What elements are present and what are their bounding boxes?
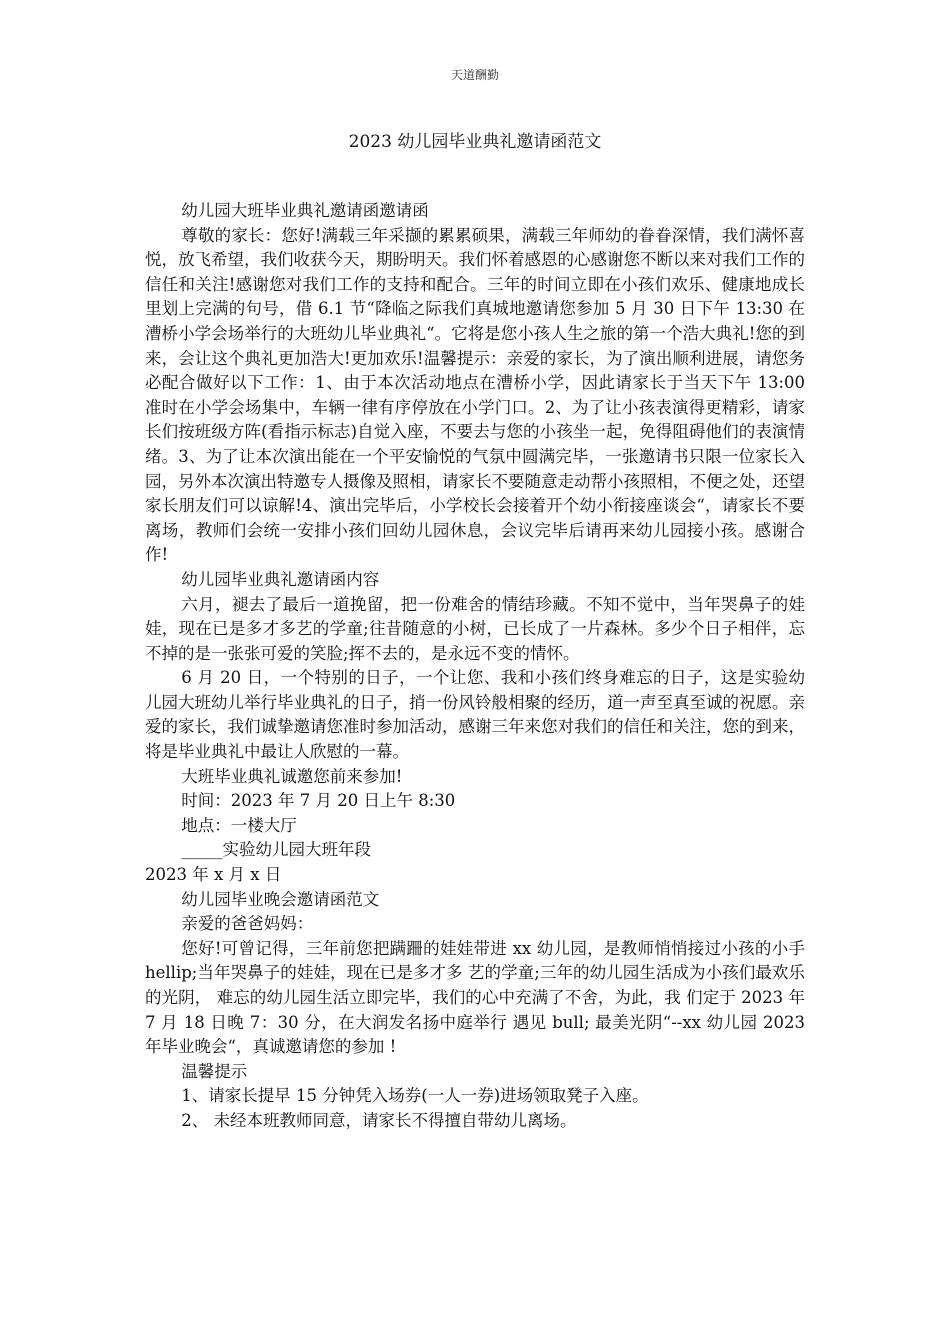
paragraph-invitation-body: 尊敬的家长：您好!满载三年采撷的累累硕果，满载三年师幼的眷眷深情，我们满怀喜悦，放飞希望，我们收获今天，期盼明天。我们怀着感恩的心感谢您不断以来对我们工作的信任和关注!感谢您对我们工作的支持和配合。三年的时间立即在小孩们欢乐、健康地成长里划上完满的句号，借 6.1 节“降临之际我们真城地邀请您参加 5 月 30 日下午 13:30 在漕桥小学会场举行的大班幼儿毕业典礼“。它将是您小孩人生之旅的第一个浩大典礼!您的到来，会让这个典礼更加浩大!更加欢乐!温馨提示：亲爱的家长，为了演出顺利进展，请您务必配合做好以下工作：1、由于本次活动地点在漕桥小学，因此请家长于当天下午 13:00 准时在小学会场集中，车辆一律有序停放在小学门口。2、为了让小孩表演得更精彩，请家长们按班级方阵(看指示标志)自觉入座，不要去与您的小孩坐一起，免得阻碍他们的表演情绪。3、为了让本次演出能在一个平安愉悦的气氛中圆满完毕，一张邀请书只限一位家长入园，另外本次演出特邀专人摄像及照相，请家长不要随意走动帮小孩照相，不便之处，还望家长朋友们可以谅解!4、演出完毕后，小学校长会接着开个幼小衔接座谈会“，请家长不要离场，教师们会统一安排小孩们回幼儿园休息，会议完毕后请再来幼儿园接小孩。感谢合作! [145, 225, 805, 565]
signature-date: 2023 年 x 月 x 日 [145, 865, 282, 885]
salutation: 亲爱的爸爸妈妈： [181, 914, 314, 934]
signature-line: _____实验幼儿园大班年段 [181, 840, 372, 860]
section-heading-party: 幼儿园毕业晚会邀请函范文 [181, 889, 380, 909]
invitation-line: 大班毕业典礼诚邀您前来参加! [181, 766, 403, 786]
page-header: 天道酬勤 [450, 68, 499, 82]
paragraph-party-body: 您好!可曾记得，三年前您把蹒跚的娃娃带进 xx 幼儿园，是教师悄悄接过小孩的小手 hellip;当年哭鼻子的娃娃，现在已是多才多 艺的学童;三年的幼儿园生活成为小孩们最欢乐的光阴， 难忘的幼儿园生活立即完毕，我们的心中充满了不舍，为此，我 们定于 2023 年 7 月 18 日晚 7：30 分，在大润发名扬中庭举行 遇见 bull; 最美光阴“--xx 幼儿园 2023 年毕业晚会“，真诚邀请您的参加 ! [145, 938, 805, 1057]
paragraph-june: 六月，褪去了最后一道挽留，把一份难舍的情结珍藏。不知不觉中，当年哭鼻子的娃娃，现在已是多才多艺的学童;往昔随意的小树，已长成了一片森林。多少个日子相伴，忘不掉的是一张张可爱的笑脸;挥不去的，是永远不变的情怀。 [145, 594, 805, 663]
reminder-heading: 温馨提示 [181, 1061, 248, 1081]
section-heading-invitation: 幼儿园大班毕业典礼邀请函邀请函 [181, 201, 429, 220]
event-location: 地点：一楼大厅 [181, 815, 297, 835]
event-time: 时间：2023 年 7 月 20 日上午 8:30 [181, 791, 456, 811]
section-heading-content: 幼儿园毕业典礼邀请函内容 [181, 569, 380, 589]
reminder-item-2: 2、 未经本班教师同意，请家长不得擅自带幼儿离场。 [181, 1110, 577, 1130]
document-title: 2023 幼儿园毕业典礼邀请函范文 [348, 132, 602, 152]
document-body [145, 199, 805, 1134]
paragraph-june-20: 6 月 20 日，一个特别的日子，一个让您、我和小孩们终身难忘的日子，这是实验幼儿园大班幼儿举行毕业典礼的日子，捎一份风铃般相聚的经历，道一声至真至诚的祝愿。亲爱的家长，我们诚挚邀请您准时参加活动，感谢三年来您对我们的信任和关注，您的到来，将是毕业典礼中最让人欣慰的一幕。 [145, 668, 805, 762]
reminder-item-1: 1、请家长提早 15 分钟凭入场券(一人一券)进场领取凳子入座。 [181, 1086, 649, 1106]
